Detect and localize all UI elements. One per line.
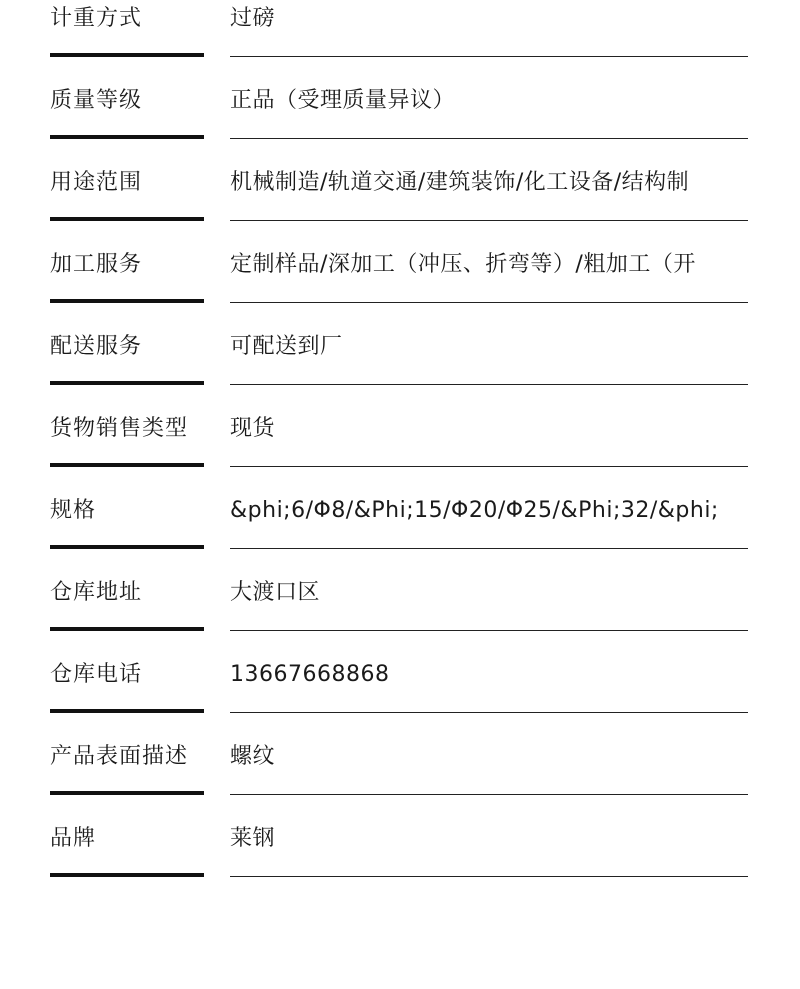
spec-value: 13667668868 xyxy=(230,656,748,713)
spec-value: 定制样品/深加工（冲压、折弯等）/粗加工（开 xyxy=(230,246,748,303)
spec-table xyxy=(50,0,748,902)
spec-value: 大渡口区 xyxy=(230,574,748,631)
spec-value: 可配送到厂 xyxy=(230,328,748,385)
spec-label: 规格 xyxy=(50,492,204,549)
spec-value: 莱钢 xyxy=(230,820,748,877)
spec-label: 仓库地址 xyxy=(50,574,204,631)
spec-value: 机械制造/轨道交通/建筑装饰/化工设备/结构制 xyxy=(230,164,748,221)
spec-value: 现货 xyxy=(230,410,748,467)
spec-label: 计重方式 xyxy=(50,0,204,57)
spec-row-usage-scope xyxy=(50,164,748,246)
spec-row-weighing-method xyxy=(50,0,748,82)
spec-value: 过磅 xyxy=(230,0,748,57)
spec-row-warehouse-phone xyxy=(50,656,748,738)
spec-value: 正品（受理质量异议） xyxy=(230,82,748,139)
spec-label: 产品表面描述 xyxy=(50,738,204,795)
spec-row-surface-description xyxy=(50,738,748,820)
spec-row-sales-type xyxy=(50,410,748,492)
spec-label: 仓库电话 xyxy=(50,656,204,713)
spec-value: &phi;6/Φ8/&Phi;15/Φ20/Φ25/&Phi;32/&phi; xyxy=(230,492,748,549)
spec-row-quality-grade xyxy=(50,82,748,164)
spec-row-processing-service xyxy=(50,246,748,328)
spec-label: 质量等级 xyxy=(50,82,204,139)
spec-row-specification xyxy=(50,492,748,574)
spec-value: 螺纹 xyxy=(230,738,748,795)
spec-row-delivery-service xyxy=(50,328,748,410)
spec-row-warehouse-address xyxy=(50,574,748,656)
spec-label: 配送服务 xyxy=(50,328,204,385)
spec-label: 加工服务 xyxy=(50,246,204,303)
spec-row-brand xyxy=(50,820,748,902)
spec-label: 品牌 xyxy=(50,820,204,877)
spec-label: 用途范围 xyxy=(50,164,204,221)
spec-label: 货物销售类型 xyxy=(50,410,204,467)
